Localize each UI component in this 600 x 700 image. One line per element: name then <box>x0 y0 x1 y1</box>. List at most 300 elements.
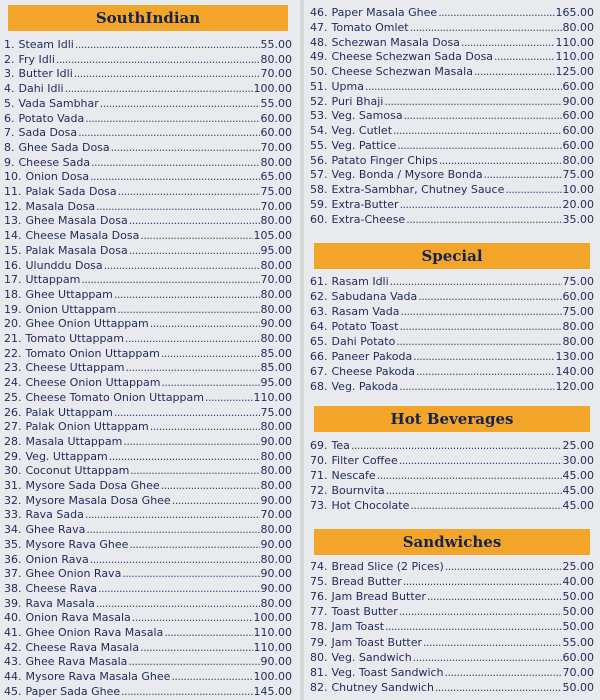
menu-item-number: 30. <box>4 464 22 478</box>
menu-item <box>310 304 594 319</box>
menu-item <box>4 522 292 537</box>
menu-item-price: 110.00 <box>253 390 292 404</box>
menu-item-name: Cheese Schezwan Masala <box>331 65 473 78</box>
menu-item-price: 50.00 <box>562 605 594 619</box>
menu-item-name: Veg. Samosa <box>331 109 403 123</box>
menu-item-number: 59. <box>310 197 328 211</box>
leader-dots <box>96 199 259 214</box>
menu-item-name: Cheese Tomato Onion Uttappam <box>25 390 204 404</box>
menu-item-name: Ghee Onion Rava <box>25 567 122 581</box>
menu-item-price: 60.00 <box>562 109 594 123</box>
menu-item-price: 60.00 <box>260 111 292 125</box>
menu-item <box>310 574 594 589</box>
leader-dots <box>91 155 259 170</box>
menu-item-name: Cheese Pakoda <box>331 365 415 378</box>
menu-item-price: 80.00 <box>562 335 594 348</box>
menu-item-number: 40. <box>4 611 22 625</box>
menu-item-name: Palak Uttappam <box>25 405 113 419</box>
menu-item-number: 37. <box>4 567 22 581</box>
menu-item-number: 65. <box>310 335 328 348</box>
menu-item-number: 49. <box>310 50 328 64</box>
menu-item-price: 90.00 <box>260 655 292 669</box>
leader-dots <box>410 20 562 35</box>
menu-item <box>310 604 594 619</box>
menu-item <box>310 274 594 289</box>
menu-item-price: 110.00 <box>555 35 594 49</box>
leader-dots <box>130 463 259 478</box>
menu-item-number: 7. <box>4 126 15 140</box>
menu-item-name: Filter Coffee <box>331 454 398 467</box>
menu-item-name: Nescafe <box>331 469 376 482</box>
menu-item-number: 29. <box>4 449 22 463</box>
menu-item-number: 43. <box>4 655 22 669</box>
menu-item <box>4 111 292 126</box>
leader-dots <box>205 390 253 405</box>
menu-item <box>4 405 292 420</box>
leader-dots <box>403 574 562 589</box>
menu-item-number: 56. <box>310 153 328 167</box>
menu-item-name: Rasam Idli <box>331 275 389 288</box>
menu-item-number: 27. <box>4 420 22 434</box>
menu-item-number: 66. <box>310 350 328 363</box>
menu-item-name: Ghee Uttappam <box>25 287 113 301</box>
menu-item <box>4 316 292 331</box>
menu-item-price: 110.00 <box>253 640 292 654</box>
menu-item-price: 90.00 <box>260 537 292 551</box>
menu-item-price: 70.00 <box>260 508 292 522</box>
menu-item-price: 80.00 <box>260 332 292 345</box>
menu-item-name: Extra-Cheese <box>331 212 406 226</box>
menu-item <box>4 493 292 508</box>
menu-item-number: 16. <box>4 258 22 272</box>
menu-item-price: 80.00 <box>260 287 292 301</box>
menu-item-name: Veg. Bonda / Mysore Bonda <box>331 168 483 182</box>
leader-dots <box>121 684 252 699</box>
menu-item-price: 65.00 <box>260 170 292 184</box>
menu-item <box>310 94 594 109</box>
menu-item-name: Veg. Pattice <box>331 138 397 152</box>
menu-item-name: Onion Uttappam <box>25 302 117 316</box>
menu-item-name: Cheese Schezwan Sada Dosa <box>331 50 494 64</box>
leader-dots <box>118 184 260 199</box>
menu-item <box>310 468 594 483</box>
menu-item <box>4 302 292 317</box>
menu-item-name: Cheese Onion Uttappam <box>25 376 161 390</box>
menu-item-name: Cheese Sada <box>18 155 91 169</box>
menu-item <box>310 379 594 394</box>
menu-item-price: 35.00 <box>562 212 594 226</box>
leader-dots <box>505 182 561 197</box>
menu-item-name: Bread Slice (2 Pices) <box>331 560 444 573</box>
section-header-hot-beverages: Hot Beverages <box>314 406 590 432</box>
leader-dots <box>128 654 259 669</box>
leader-dots <box>365 79 562 94</box>
menu-item-price: 80.00 <box>260 479 292 492</box>
menu-item-name: Paneer Pakoda <box>331 350 413 363</box>
leader-dots <box>413 650 562 665</box>
leader-dots <box>461 35 555 50</box>
leader-dots <box>400 197 562 212</box>
menu-item <box>310 49 594 64</box>
menu-item <box>4 669 292 684</box>
menu-item <box>310 650 594 665</box>
menu-item-number: 5. <box>4 96 15 110</box>
menu-item-name: Paper Masala Ghee <box>331 6 438 19</box>
menu-item-price: 20.00 <box>562 197 594 211</box>
leader-dots <box>129 243 260 258</box>
menu-item-number: 48. <box>310 35 328 49</box>
menu-item-number: 4. <box>4 82 15 96</box>
menu-item-price: 110.00 <box>555 50 594 64</box>
menu-item-number: 61. <box>310 275 328 288</box>
menu-item <box>4 199 292 214</box>
menu-item-name: Butter Idli <box>18 67 73 81</box>
menu-item-price: 40.00 <box>562 575 594 589</box>
menu-item <box>4 581 292 596</box>
menu-item-number: 12. <box>4 199 22 213</box>
menu-item <box>310 334 594 349</box>
leader-dots <box>150 419 260 434</box>
leader-dots <box>78 125 259 140</box>
menu-item-price: 80.00 <box>260 258 292 272</box>
leader-dots <box>399 319 561 334</box>
menu-item <box>310 153 594 168</box>
menu-item <box>4 390 292 405</box>
menu-item <box>4 507 292 522</box>
menu-item <box>4 596 292 611</box>
menu-item-price: 30.00 <box>562 454 594 467</box>
menu-item-name: Palak Masala Dosa <box>25 243 128 257</box>
menu-item-name: Ulunddu Dosa <box>25 258 103 272</box>
menu-item <box>310 64 594 79</box>
menu-item-name: Veg. Toast Sandwich <box>331 665 444 679</box>
menu-item <box>310 364 594 379</box>
menu-item-number: 50. <box>310 65 328 78</box>
menu-item-price: 90.00 <box>562 94 594 108</box>
menu-item-name: Uttappam <box>25 273 81 287</box>
menu-item-price: 55.00 <box>260 38 292 51</box>
menu-item-number: 34. <box>4 523 22 537</box>
menu-item <box>4 287 292 302</box>
menu-item-price: 80.00 <box>260 420 292 434</box>
menu-item-number: 55. <box>310 138 328 152</box>
leader-dots <box>132 610 253 625</box>
leader-dots <box>85 507 260 522</box>
menu-item-price: 90.00 <box>260 581 292 595</box>
menu-item-name: Mysore Rava Masala Ghee <box>25 670 171 684</box>
menu-item <box>310 289 594 304</box>
menu-item-price: 100.00 <box>253 82 292 96</box>
menu-item <box>310 438 594 453</box>
menu-item-number: 1. <box>4 38 15 51</box>
menu-item-name: Veg. Sandwich <box>331 650 412 664</box>
menu-item-number: 71. <box>310 469 328 482</box>
leader-dots <box>117 302 259 317</box>
leader-dots <box>109 449 260 464</box>
menu-item <box>4 463 292 478</box>
menu-item <box>310 453 594 468</box>
menu-item-price: 95.00 <box>260 243 292 257</box>
menu-item-number: 74. <box>310 560 328 573</box>
menu-item <box>4 272 292 287</box>
menu-item-name: Bournvita <box>331 484 385 497</box>
leader-dots <box>65 81 253 96</box>
menu-item <box>310 589 594 604</box>
menu-item <box>310 197 594 212</box>
menu-item-number: 54. <box>310 124 328 137</box>
menu-item-price: 80.00 <box>260 302 292 316</box>
menu-item-name: Rava Sada <box>25 508 84 522</box>
menu-item-name: Puri Bhaji <box>331 94 384 108</box>
menu-item <box>310 108 594 123</box>
menu-item-price: 45.00 <box>562 469 594 482</box>
menu-item-price: 105.00 <box>253 229 292 243</box>
leader-dots <box>114 405 260 420</box>
menu-item-number: 63. <box>310 305 328 318</box>
menu-item-name: Ghee Onion Uttappam <box>25 317 149 331</box>
menu-item-number: 15. <box>4 243 22 257</box>
menu-item-name: Sada Dosa <box>18 126 78 140</box>
menu-item-number: 24. <box>4 376 22 390</box>
menu-item <box>310 665 594 680</box>
menu-item-number: 39. <box>4 596 22 610</box>
menu-item-number: 33. <box>4 508 22 522</box>
menu-item-number: 28. <box>4 434 22 448</box>
leader-dots <box>385 619 561 634</box>
leader-dots <box>90 552 260 567</box>
menu-item-number: 44. <box>4 670 22 684</box>
leader-dots <box>122 566 259 581</box>
leader-dots <box>416 364 555 379</box>
menu-item-name: Cheese Rava <box>25 581 98 595</box>
menu-item-number: 42. <box>4 640 22 654</box>
menu-item-number: 8. <box>4 140 15 154</box>
menu-item <box>4 434 292 449</box>
menu-item-name: Coconut Uttappam <box>25 464 130 478</box>
leader-dots <box>351 438 562 453</box>
menu-item-number: 17. <box>4 273 22 287</box>
menu-item <box>4 684 292 699</box>
leader-dots <box>85 111 259 126</box>
menu-item-number: 67. <box>310 365 328 378</box>
menu-item-name: Mysore Masala Dosa Ghee <box>25 493 171 507</box>
menu-item-name: Cheese Uttappam <box>25 361 125 375</box>
menu-item-price: 55.00 <box>562 635 594 649</box>
menu-item-name: Steam Idli <box>18 38 74 51</box>
section-header-south-indian: SouthIndian <box>8 5 288 31</box>
menu-item-name: Onion Dosa <box>25 170 90 184</box>
leader-dots <box>445 559 562 574</box>
menu-item <box>310 619 594 634</box>
menu-item <box>4 37 292 52</box>
menu-item <box>4 52 292 67</box>
menu-item <box>310 138 594 153</box>
leader-dots <box>390 274 562 289</box>
menu-item-number: 3. <box>4 67 15 81</box>
menu-item <box>4 81 292 96</box>
menu-item-name: Masala Uttappam <box>25 434 123 448</box>
menu-item-number: 26. <box>4 405 22 419</box>
menu-item-number: 77. <box>310 605 328 619</box>
menu-item <box>310 167 594 182</box>
menu-item-price: 25.00 <box>562 439 594 452</box>
menu-item-number: 19. <box>4 302 22 316</box>
menu-item-number: 73. <box>310 499 328 512</box>
menu-item-number: 75. <box>310 575 328 589</box>
menu-item-price: 75.00 <box>260 185 292 198</box>
menu-item-number: 45. <box>4 684 22 698</box>
menu-item-name: Cheese Rava Masala <box>25 640 140 654</box>
leader-dots <box>100 96 260 111</box>
menu-item-number: 52. <box>310 94 328 108</box>
menu-item <box>4 346 292 361</box>
menu-item-number: 51. <box>310 79 328 93</box>
menu-item-price: 80.00 <box>260 552 292 566</box>
menu-item-price: 70.00 <box>260 67 292 81</box>
menu-item-name: Patato Finger Chips <box>331 153 438 167</box>
menu-item <box>4 213 292 228</box>
menu-item <box>310 319 594 334</box>
menu-item-number: 80. <box>310 650 328 664</box>
menu-item <box>4 552 292 567</box>
menu-item-number: 79. <box>310 635 328 649</box>
section-header-special: Special <box>314 243 590 269</box>
leader-dots <box>140 640 252 655</box>
menu-item-price: 90.00 <box>260 493 292 507</box>
menu-item-number: 6. <box>4 111 15 125</box>
leader-dots <box>172 493 260 508</box>
menu-item-number: 72. <box>310 484 328 497</box>
leader-dots <box>111 140 260 155</box>
menu-item <box>4 228 292 243</box>
menu-item-name: Toast Butter <box>331 605 398 619</box>
leader-dots <box>74 66 260 81</box>
menu-item <box>4 625 292 640</box>
menu-item <box>310 483 594 498</box>
leader-dots <box>150 316 260 331</box>
leader-dots <box>164 625 252 640</box>
leader-dots <box>161 478 260 493</box>
menu-item-name: Paper Sada Ghee <box>25 684 121 698</box>
leader-dots <box>399 379 554 394</box>
leader-dots <box>171 669 252 684</box>
menu-item-number: 60. <box>310 212 328 226</box>
leader-dots <box>386 483 562 498</box>
menu-item-price: 50.00 <box>562 620 594 634</box>
menu-item <box>310 349 594 364</box>
menu-item <box>4 258 292 273</box>
menu-item-name: Dahi Idli <box>18 82 64 96</box>
leader-dots <box>161 346 260 361</box>
leader-dots <box>427 589 562 604</box>
menu-item <box>4 243 292 258</box>
menu-item <box>4 610 292 625</box>
menu-item-name: Hot Chocolate <box>331 499 410 512</box>
menu-item <box>4 66 292 81</box>
menu-item <box>4 155 292 170</box>
leader-dots <box>410 498 561 513</box>
menu-item-number: 57. <box>310 168 328 182</box>
leader-dots <box>413 349 554 364</box>
menu-item-price: 90.00 <box>260 434 292 448</box>
leader-dots <box>75 37 260 52</box>
menu-item-number: 18. <box>4 287 22 301</box>
menu-item-number: 78. <box>310 620 328 634</box>
menu-item-price: 80.00 <box>562 153 594 167</box>
leader-dots <box>474 64 555 79</box>
menu-item-price: 120.00 <box>555 380 594 393</box>
menu-item-name: Ghee Rava <box>25 523 86 537</box>
menu-item-name: Cheese Masala Dosa <box>25 229 140 243</box>
menu-item-price: 125.00 <box>555 65 594 78</box>
menu-item-name: Dahi Potato <box>331 335 396 348</box>
menu-item-number: 41. <box>4 626 22 639</box>
menu-item-name: Extra-Sambhar, Chutney Sauce <box>331 183 505 196</box>
menu-item-name: Schezwan Masala Dosa <box>331 35 460 49</box>
leader-dots <box>123 434 259 449</box>
menu-item-price: 75.00 <box>562 275 594 288</box>
menu-item-number: 11. <box>4 185 22 198</box>
leader-dots <box>56 52 260 67</box>
menu-item-name: Extra-Butter <box>331 197 399 211</box>
menu-item-price: 50.00 <box>562 590 594 604</box>
menu-item-number: 38. <box>4 581 22 595</box>
menu-item <box>4 654 292 669</box>
leader-dots <box>129 213 260 228</box>
leader-dots <box>406 212 561 227</box>
menu-item-price: 60.00 <box>562 124 594 137</box>
menu-item-number: 22. <box>4 346 22 360</box>
menu-item <box>310 212 594 227</box>
leader-dots <box>90 169 259 184</box>
menu-item <box>4 449 292 464</box>
menu-item-name: Tomato Onion Uttappam <box>25 346 160 360</box>
menu-item-price: 100.00 <box>253 670 292 684</box>
menu-item-number: 70. <box>310 454 328 467</box>
menu-item <box>4 184 292 199</box>
menu-item <box>310 559 594 574</box>
menu-item-number: 13. <box>4 214 22 228</box>
menu-item-price: 165.00 <box>555 6 594 19</box>
leader-dots <box>445 665 562 680</box>
menu-item-number: 32. <box>4 493 22 507</box>
leader-dots <box>404 108 562 123</box>
menu-item-name: Jam Bread Butter <box>331 590 426 604</box>
menu-item-price: 70.00 <box>562 665 594 679</box>
menu-item-price: 80.00 <box>260 596 292 610</box>
menu-item <box>4 640 292 655</box>
menu-item-name: Potato Toast <box>331 320 399 333</box>
menu-item-number: 53. <box>310 109 328 123</box>
menu-item-name: Upma <box>331 79 364 93</box>
menu-item-name: Rasam Vada <box>331 305 400 318</box>
menu-item-price: 75.00 <box>260 405 292 419</box>
menu-item-name: Ghee Sada Dosa <box>18 140 110 154</box>
menu-item <box>4 96 292 111</box>
leader-dots <box>439 153 562 168</box>
leader-dots <box>397 138 561 153</box>
menu-item-name: Potato Vada <box>18 111 85 125</box>
leader-dots <box>96 596 260 611</box>
menu-item-price: 90.00 <box>260 567 292 581</box>
menu-item-price: 70.00 <box>260 273 292 287</box>
menu-item-price: 80.00 <box>562 320 594 333</box>
menu-item <box>4 478 292 493</box>
menu-item <box>310 680 594 695</box>
leader-dots <box>438 5 554 20</box>
leader-dots <box>98 581 259 596</box>
menu-item-price: 85.00 <box>260 361 292 375</box>
